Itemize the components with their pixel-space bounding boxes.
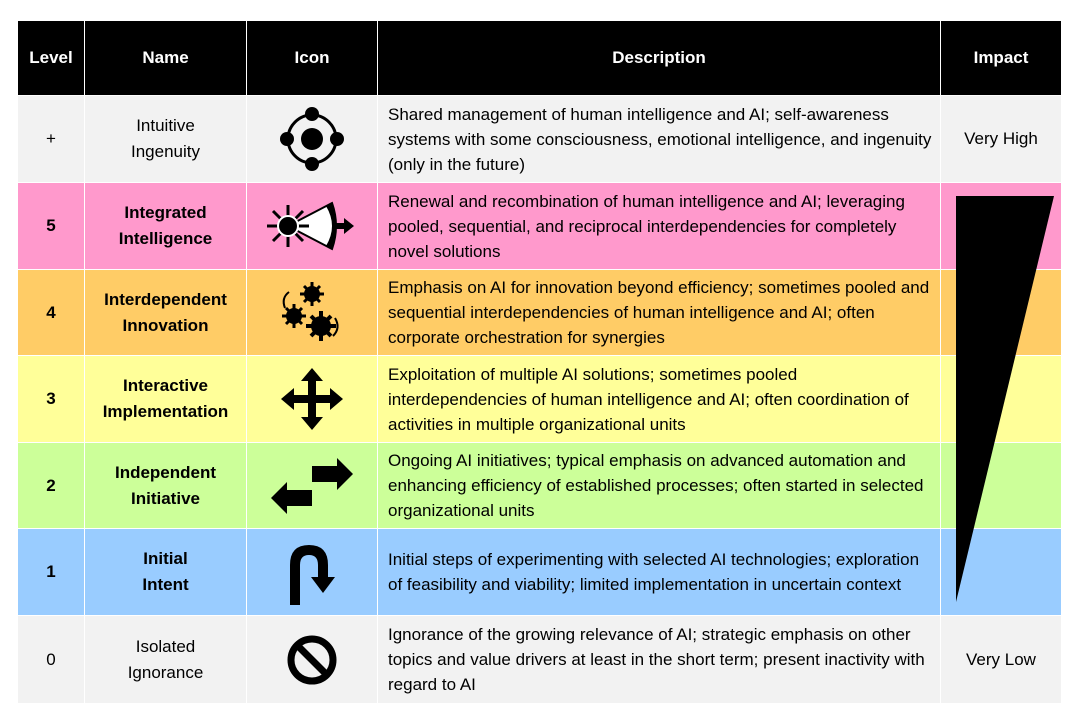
header-icon: Icon [247, 21, 378, 96]
name-line-1: Interdependent [104, 289, 227, 309]
row-description: Renewal and recombination of human intelligence and AI; leveraging pooled, sequential, and reciprocal interdependencies for completely novel solutions [378, 183, 941, 270]
name-line-2: Innovation [122, 315, 209, 335]
row-icon [247, 616, 378, 704]
row-icon [247, 356, 378, 443]
name-line-1: Interactive [122, 376, 209, 395]
row-icon [247, 96, 378, 183]
prohibited-icon [284, 632, 340, 688]
row-icon [247, 529, 378, 616]
row-name [85, 270, 247, 356]
row-level: 4 [18, 270, 85, 356]
opposing-arrows-icon [267, 456, 357, 516]
row-name [85, 443, 247, 529]
row-name [85, 96, 247, 183]
row-icon [247, 443, 378, 529]
name-line-1: Independent [114, 462, 217, 482]
name-line-1: Integrated [124, 203, 207, 222]
row-description: Ongoing AI initiatives; typical emphasis on advanced automation and enhancing efficiency of established processes; often started in selected organizational units [378, 443, 941, 529]
row-icon [247, 270, 378, 356]
sun-funnel-icon [266, 191, 358, 261]
name-line-2: Implementation [102, 402, 229, 421]
header-level: Level [18, 21, 85, 96]
name-line-2: Ignorance [127, 662, 204, 682]
header-impact: Impact [941, 21, 1062, 96]
row-description: Initial steps of experimenting with selected AI technologies; exploration of feasibility and viability; limited implementation in uncertain context [378, 529, 941, 616]
row-level: 0 [18, 616, 85, 704]
row-icon [247, 183, 378, 270]
header-name: Name [85, 21, 247, 96]
row-name [85, 356, 247, 443]
row-description: Ignorance of the growing relevance of AI; strategic emphasis on other topics and value drivers at least in the short term; present inactivity with regard to AI [378, 616, 941, 704]
impact-wedge [956, 196, 1054, 602]
header-description: Description [378, 21, 941, 96]
name-line-1: Initial [143, 549, 188, 568]
row-description: Emphasis on AI for innovation beyond efficiency; sometimes pooled and sequential interdependencies of human intelligence and AI; often corporate orchestration for synergies [378, 270, 941, 356]
four-way-arrows-icon [279, 366, 345, 432]
name-line-2: Intent [142, 575, 189, 594]
row-level: 1 [18, 529, 85, 616]
maturity-table [18, 21, 1062, 704]
row-level: + [18, 96, 85, 183]
name-line-2: Ingenuity [131, 142, 200, 161]
row-description: Exploitation of multiple AI solutions; sometimes pooled interdependencies of human intelligence and AI; often coordination of activities in multiple organizational units [378, 356, 941, 443]
u-turn-arrow-icon [282, 537, 342, 607]
row-name [85, 616, 247, 704]
row-level: 2 [18, 443, 85, 529]
row-level: 3 [18, 356, 85, 443]
row-name [85, 529, 247, 616]
impact-very-low: Very Low [941, 616, 1062, 704]
name-line-2: Initiative [131, 488, 200, 508]
name-line-2: Intelligence [118, 229, 213, 248]
name-line-1: Isolated [135, 636, 196, 656]
impact-very-high: Very High [941, 96, 1062, 183]
gears-icon [277, 278, 347, 348]
name-line-1: Intuitive [136, 116, 195, 135]
row-level: 5 [18, 183, 85, 270]
network-nodes-icon [277, 104, 347, 174]
row-name [85, 183, 247, 270]
row-description: Shared management of human intelligence and AI; self-awareness systems with some consciousness, emotional intelligence, and ingenuity (only in the future) [378, 96, 941, 183]
